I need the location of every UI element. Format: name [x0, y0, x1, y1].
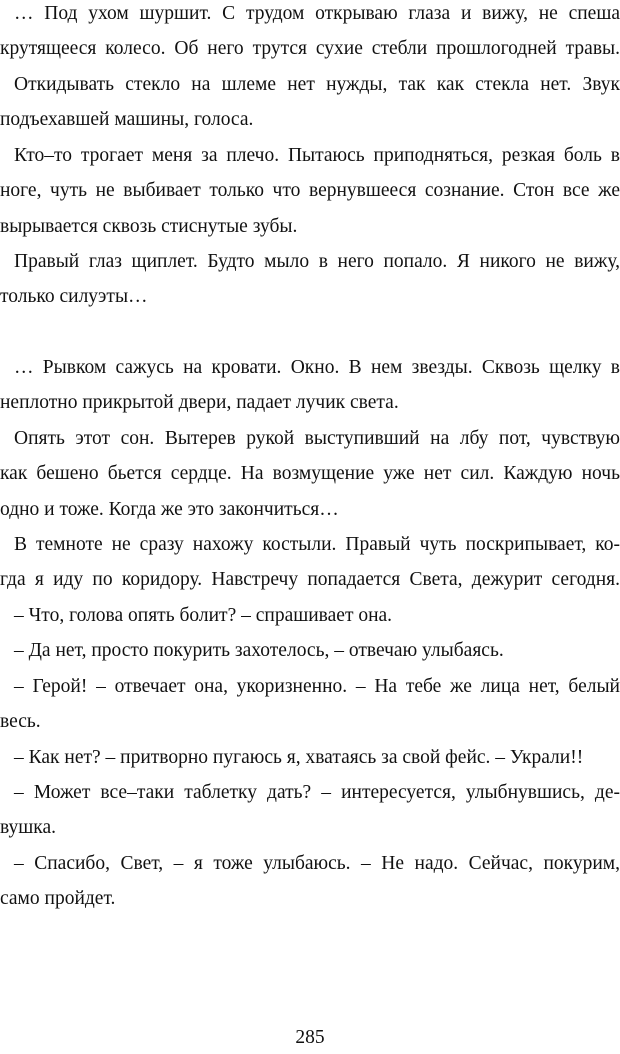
text-line: – Может все–таки таблетку дать? – интересуется, улыбнувшись, де-	[14, 782, 620, 803]
page-number: 285	[295, 1027, 325, 1048]
text-line: В темноте не сразу нахожу костыли. Правый чуть поскрипывает, ко-	[14, 534, 620, 555]
text-line: весь.	[0, 711, 41, 732]
text-line: – Что, голова опять болит? – спрашивает она.	[14, 605, 393, 626]
text-line: – Как нет? – притворно пугаюсь я, хватаясь за свой фейс. – Украли!!	[14, 747, 584, 768]
text-line: – Спасибо, Свет, – я тоже улыбаюсь. – Не надо. Сейчас, покурим,	[14, 853, 620, 874]
text-line: неплотно прикрытой двери, падает лучик света.	[0, 392, 399, 413]
text-line: Правый глаз щиплет. Будто мыло в него попало. Я никого не вижу,	[14, 251, 620, 272]
text-line: как бешено бьется сердце. На возмущение уже нет сил. Каждую ночь	[0, 463, 620, 484]
text-line: Опять этот сон. Вытерев рукой выступивший на лбу пот, чувствую	[14, 428, 620, 449]
text-line: само пройдет.	[0, 888, 116, 909]
text-line: ноге, чуть не выбивает только что вернувшееся сознание. Стон все же	[0, 180, 620, 201]
text-line: одно и тоже. Когда же это закончиться…	[0, 499, 339, 520]
text-line: подъехавшей машины, голоса.	[0, 109, 254, 130]
text-line: Откидывать стекло на шлеме нет нужды, так как стекла нет. Звук	[14, 74, 620, 95]
text-line: вырывается сквозь стиснутые зубы.	[0, 216, 298, 237]
text-line: вушка.	[0, 817, 57, 838]
text-line: крутящееся колесо. Об него трутся сухие стебли прошлогодней травы.	[0, 38, 620, 59]
text-line: … Под ухом шуршит. С трудом открываю глаза и вижу, не спеша	[14, 3, 620, 24]
text-line: только силуэты…	[0, 286, 148, 307]
text-line: гда я иду по коридору. Навстречу попадается Света, дежурит сегодня.	[0, 569, 620, 590]
text-line: … Рывком сажусь на кровати. Окно. В нем звезды. Сквозь щелку в	[14, 357, 620, 378]
text-line: – Да нет, просто покурить захотелось, – отвечаю улыбаясь.	[14, 640, 504, 661]
text-line: Кто–то трогает меня за плечо. Пытаюсь приподняться, резкая боль в	[14, 145, 620, 166]
text-line: – Герой! – отвечает она, укоризненно. – На тебе же лица нет, белый	[14, 676, 620, 697]
